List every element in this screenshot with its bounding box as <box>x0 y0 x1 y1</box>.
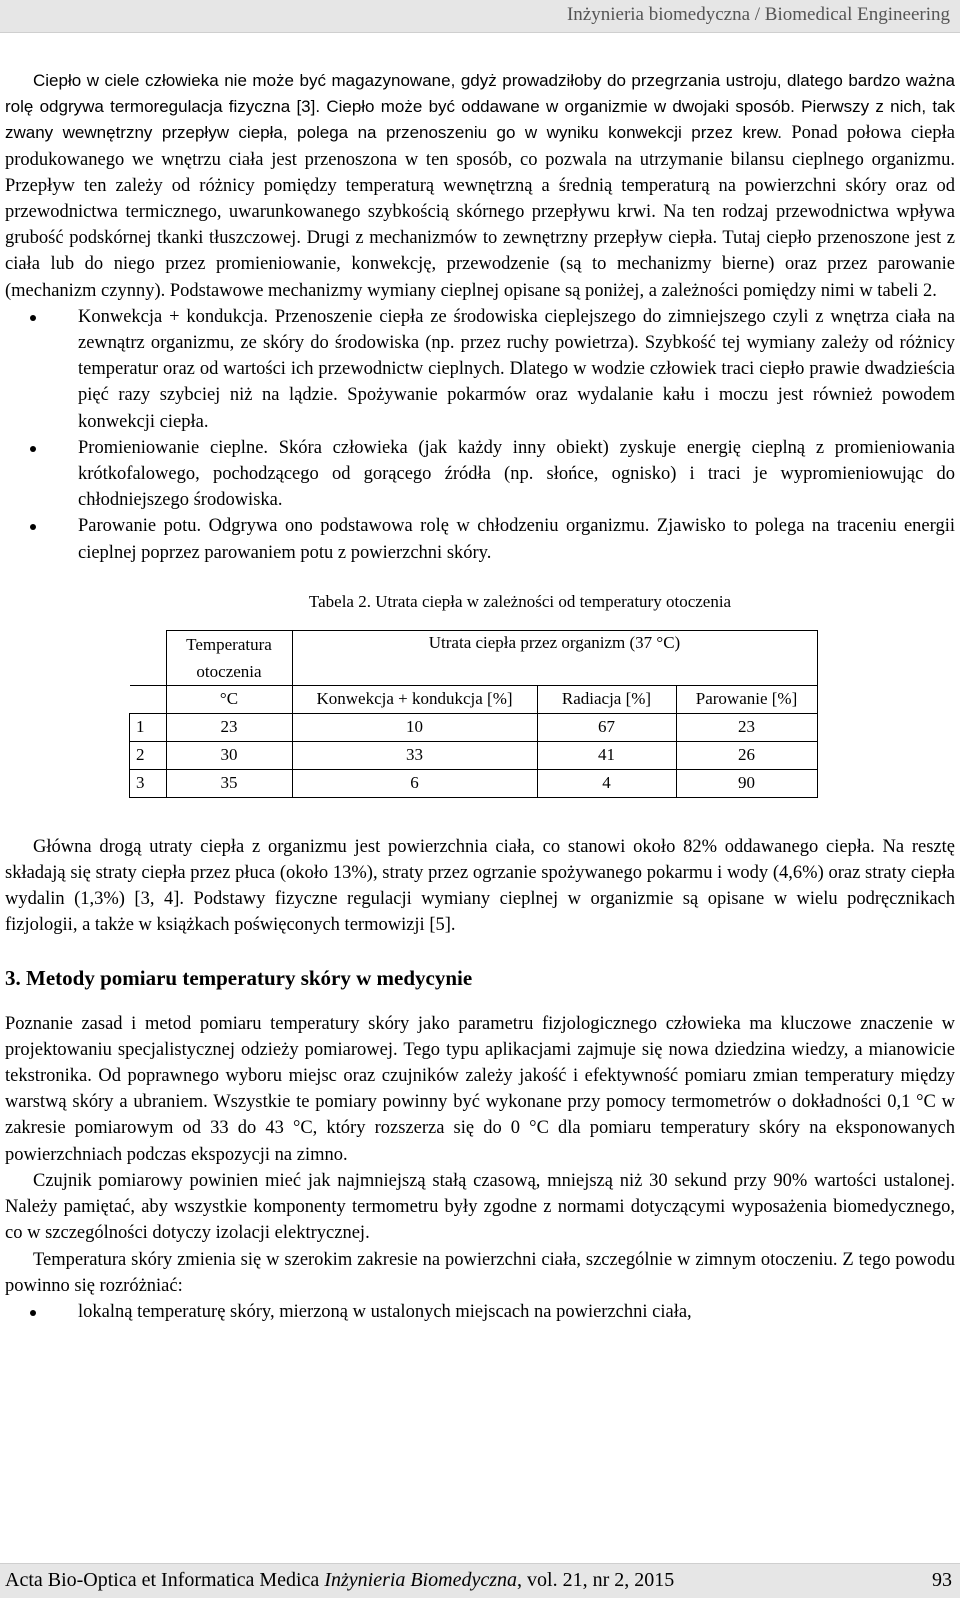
row-number: 3 <box>130 769 167 797</box>
bullet-icon <box>30 524 36 530</box>
journal-citation <box>5 1569 674 1592</box>
cell-parowanie: 26 <box>676 741 817 769</box>
list-item <box>5 1299 955 1325</box>
list-item-text: Promieniowanie cieplne. Skóra człowieka (jak każdy inny obiekt) zyskuje energię cieplną z promieniowania krótkofalowego, pochodzącego od gorącego źródła (np. słońce, ognisko) i traci je wypromieniowując do chłodniejszego środowiska. <box>78 437 955 511</box>
paragraph-sensor-requirements: Czujnik pomiarowy powinien mieć jak najmniejszą stałą czasową, mniejszą niż 30 sekund przy 90% wartości ustalonej. Należy pamiętać, aby wszystkie komponenty termometru były zgodne z normami dotyczącymi wyposażenia biomedycznego, co w szczególności dotyczy izolacji elektrycznej. <box>5 1170 955 1244</box>
table-header-row <box>130 630 818 685</box>
list-item-text: Konwekcja + kondukcja. Przenoszenie ciepła ze środowiska cieplejszego do zimniejszego czyli z wnętrza ciała na zewnątrz organizmu, ze skóry do środowiska (np. przez ruchy powietrza). Szybkość tej wymiany zależy od różnicy temperatur oraz od wartości ich przewodnictw cieplnych. Dlatego w wodzie człowiek traci ciepło prawie dwadzieścia pięć razy szybciej niż na lądzie. Spożywanie pokarmów oraz wydalanie kału i moczu jest również powodem konwekcji ciepła. <box>78 306 955 432</box>
table-corner-cell <box>130 630 167 685</box>
cell-radiacja: 41 <box>537 741 676 769</box>
section-title: Metody pomiaru temperatury skóry w medycynie <box>26 965 473 990</box>
temperature-types-list <box>5 1299 955 1325</box>
header-temperature <box>166 630 292 685</box>
bullet-icon <box>30 1310 36 1316</box>
paragraph-thermoregulation <box>5 68 955 304</box>
table-row <box>130 741 818 769</box>
journal-name-italic: Inżynieria Biomedyczna <box>324 1569 518 1591</box>
cell-temperature: 35 <box>166 769 292 797</box>
bullet-icon <box>30 315 36 321</box>
cell-temperature: 30 <box>166 741 292 769</box>
row-number: 1 <box>130 713 167 741</box>
cell-parowanie: 90 <box>676 769 817 797</box>
cell-konwekcja: 33 <box>292 741 537 769</box>
running-footer <box>0 1563 960 1598</box>
cell-konwekcja: 10 <box>292 713 537 741</box>
cell-parowanie: 23 <box>676 713 817 741</box>
header-parowanie: Parowanie [%] <box>676 685 817 713</box>
paragraph-text: Ponad połowa ciepła produkowanego we wnętrzu ciała jest przenoszona w ten sposób, co pozwala na utrzymanie bilansu cieplnego organizmu. <box>5 123 955 170</box>
paragraph-text: Przepływ ten zależy od różnicy pomiędzy temperaturą wewnętrzną a średnią temperaturą na powierzchni skóry oraz od przewodnictwa termicznego, uwarunkowanego szybkością skórnego przepływu krwi. Na ten rodzaj przewodnictwa wpływa grubość podskórnej tkanki tłuszczowej. Drugi z mechanizmów to zewnętrzny przepływ ciepła. Tutaj ciepło przenoszone jest z ciała lub do niego przez promieniowanie, konwekcję, przewodzenie (są to mechanizmy bierne) oraz przez parowanie (mechanizm czynny). Podstawowe mechanizmy wymiany cieplnej opisane są poniżej, a zależności pomiędzy nimi w tabeli 2. <box>5 175 955 301</box>
list-item-text: Parowanie potu. Odgrywa ono podstawowa rolę w chłodzeniu organizmu. Zjawisko to polega na traceniu energii cieplnej poprzez parowaniem potu z powierzchni skóry. <box>78 516 955 563</box>
cell-radiacja: 67 <box>537 713 676 741</box>
paragraph-skin-temperature: Temperatura skóry zmienia się w szerokim zakresie na powierzchni ciała, szczególnie w zimnym otoczeniu. Z tego powodu powinno się rozróżniać: <box>5 1249 955 1296</box>
heat-loss-table <box>129 630 818 798</box>
paragraph-heat-loss-routes: Główna drogą utraty ciepła z organizmu jest powierzchnia ciała, co stanowi około 82% oddawanego ciepła. Na resztę składają się straty ciepła przez płuca (około 13%), straty przez ogrzanie spożywanego pokarmu i wody (4,6%) oraz straty ciepła wydalin (1,3%) [3, 4]. Podstawy fizyczne regulacji wymiany cieplnej w organizmie są opisane w wielu podręcznikach fizjologii, a także w książkach poświęconych termowizji [5]. <box>5 836 955 936</box>
cell-konwekcja: 6 <box>292 769 537 797</box>
list-item <box>5 304 955 435</box>
paragraph-text-sans: Ciepło w ciele człowieka nie może być magazynowane, gdyż prowadziłoby do przegrzania ustroju, dlatego bardzo ważna rolę odgrywa termoregulacja fizyczna [3]. Ciepło może być oddawane w organizmie w dwojaki sposób. Pierwszy z nich, tak zwany wewnętrzny przepływ ciepła, polega na przenoszeniu go w wyniku konwekcji przez krew. <box>5 71 955 143</box>
table-row <box>130 769 818 797</box>
section-heading <box>5 966 955 991</box>
heat-mechanisms-list <box>5 304 955 566</box>
running-header <box>0 0 960 33</box>
list-item <box>5 513 955 565</box>
journal-title: Inżynieria biomedyczna / Biomedical Engineering <box>566 4 950 25</box>
header-heat-loss: Utrata ciepła przez organizm (37 °C) <box>292 630 817 685</box>
header-temperature-line1: Temperatura <box>186 634 272 654</box>
header-konwekcja: Konwekcja + kondukcja [%] <box>292 685 537 713</box>
header-temperature-line2: otoczenia <box>196 661 262 681</box>
bullet-icon <box>30 446 36 452</box>
row-number: 2 <box>130 741 167 769</box>
table-subheader-row <box>130 685 818 713</box>
table-row <box>130 713 818 741</box>
journal-name: Acta Bio-Optica et Informatica Medica <box>5 1569 325 1591</box>
cell-radiacja: 4 <box>537 769 676 797</box>
paragraph-measurement-intro: Poznanie zasad i metod pomiaru temperatury skóry jako parametru fizjologicznego człowieka ma kluczowe znaczenie w projektowaniu specjalistycznej odzieży pomiarowej. Tego typu aplikacjami zajmuje się nowa dziedzina wiedzy, a mianowicie tekstronika. Od poprawnego wyboru miejsc oraz czujników zależy jakość i efektywność pomiaru zmian temperatury między warstwą skóry a ubraniem. Wszystkie te pomiary powinny być wykonane przy pomocy termometrów o dokładności 0,1 °C w zakresie pomiarowym od 33 do 43 °C, który rozszerza się do 0 °C dla pomiaru temperatury skóry na eksponowanych powierzchniach podczas ekspozycji na zimno. <box>5 1013 955 1165</box>
section-number: 3. <box>5 965 21 990</box>
header-radiacja: Radiacja [%] <box>537 685 676 713</box>
page-number: 93 <box>932 1569 952 1591</box>
table-empty-cell <box>130 685 167 713</box>
cell-temperature: 23 <box>166 713 292 741</box>
header-unit: °C <box>166 685 292 713</box>
article-body <box>5 68 955 1325</box>
list-item-text: lokalną temperaturę skóry, mierzoną w ustalonych miejscach na powierzchni ciała, <box>78 1301 692 1322</box>
list-item <box>5 435 955 514</box>
journal-volume: , vol. 21, nr 2, 2015 <box>517 1569 675 1591</box>
table-caption: Tabela 2. Utrata ciepła w zależności od temperatury otoczenia <box>308 591 732 611</box>
